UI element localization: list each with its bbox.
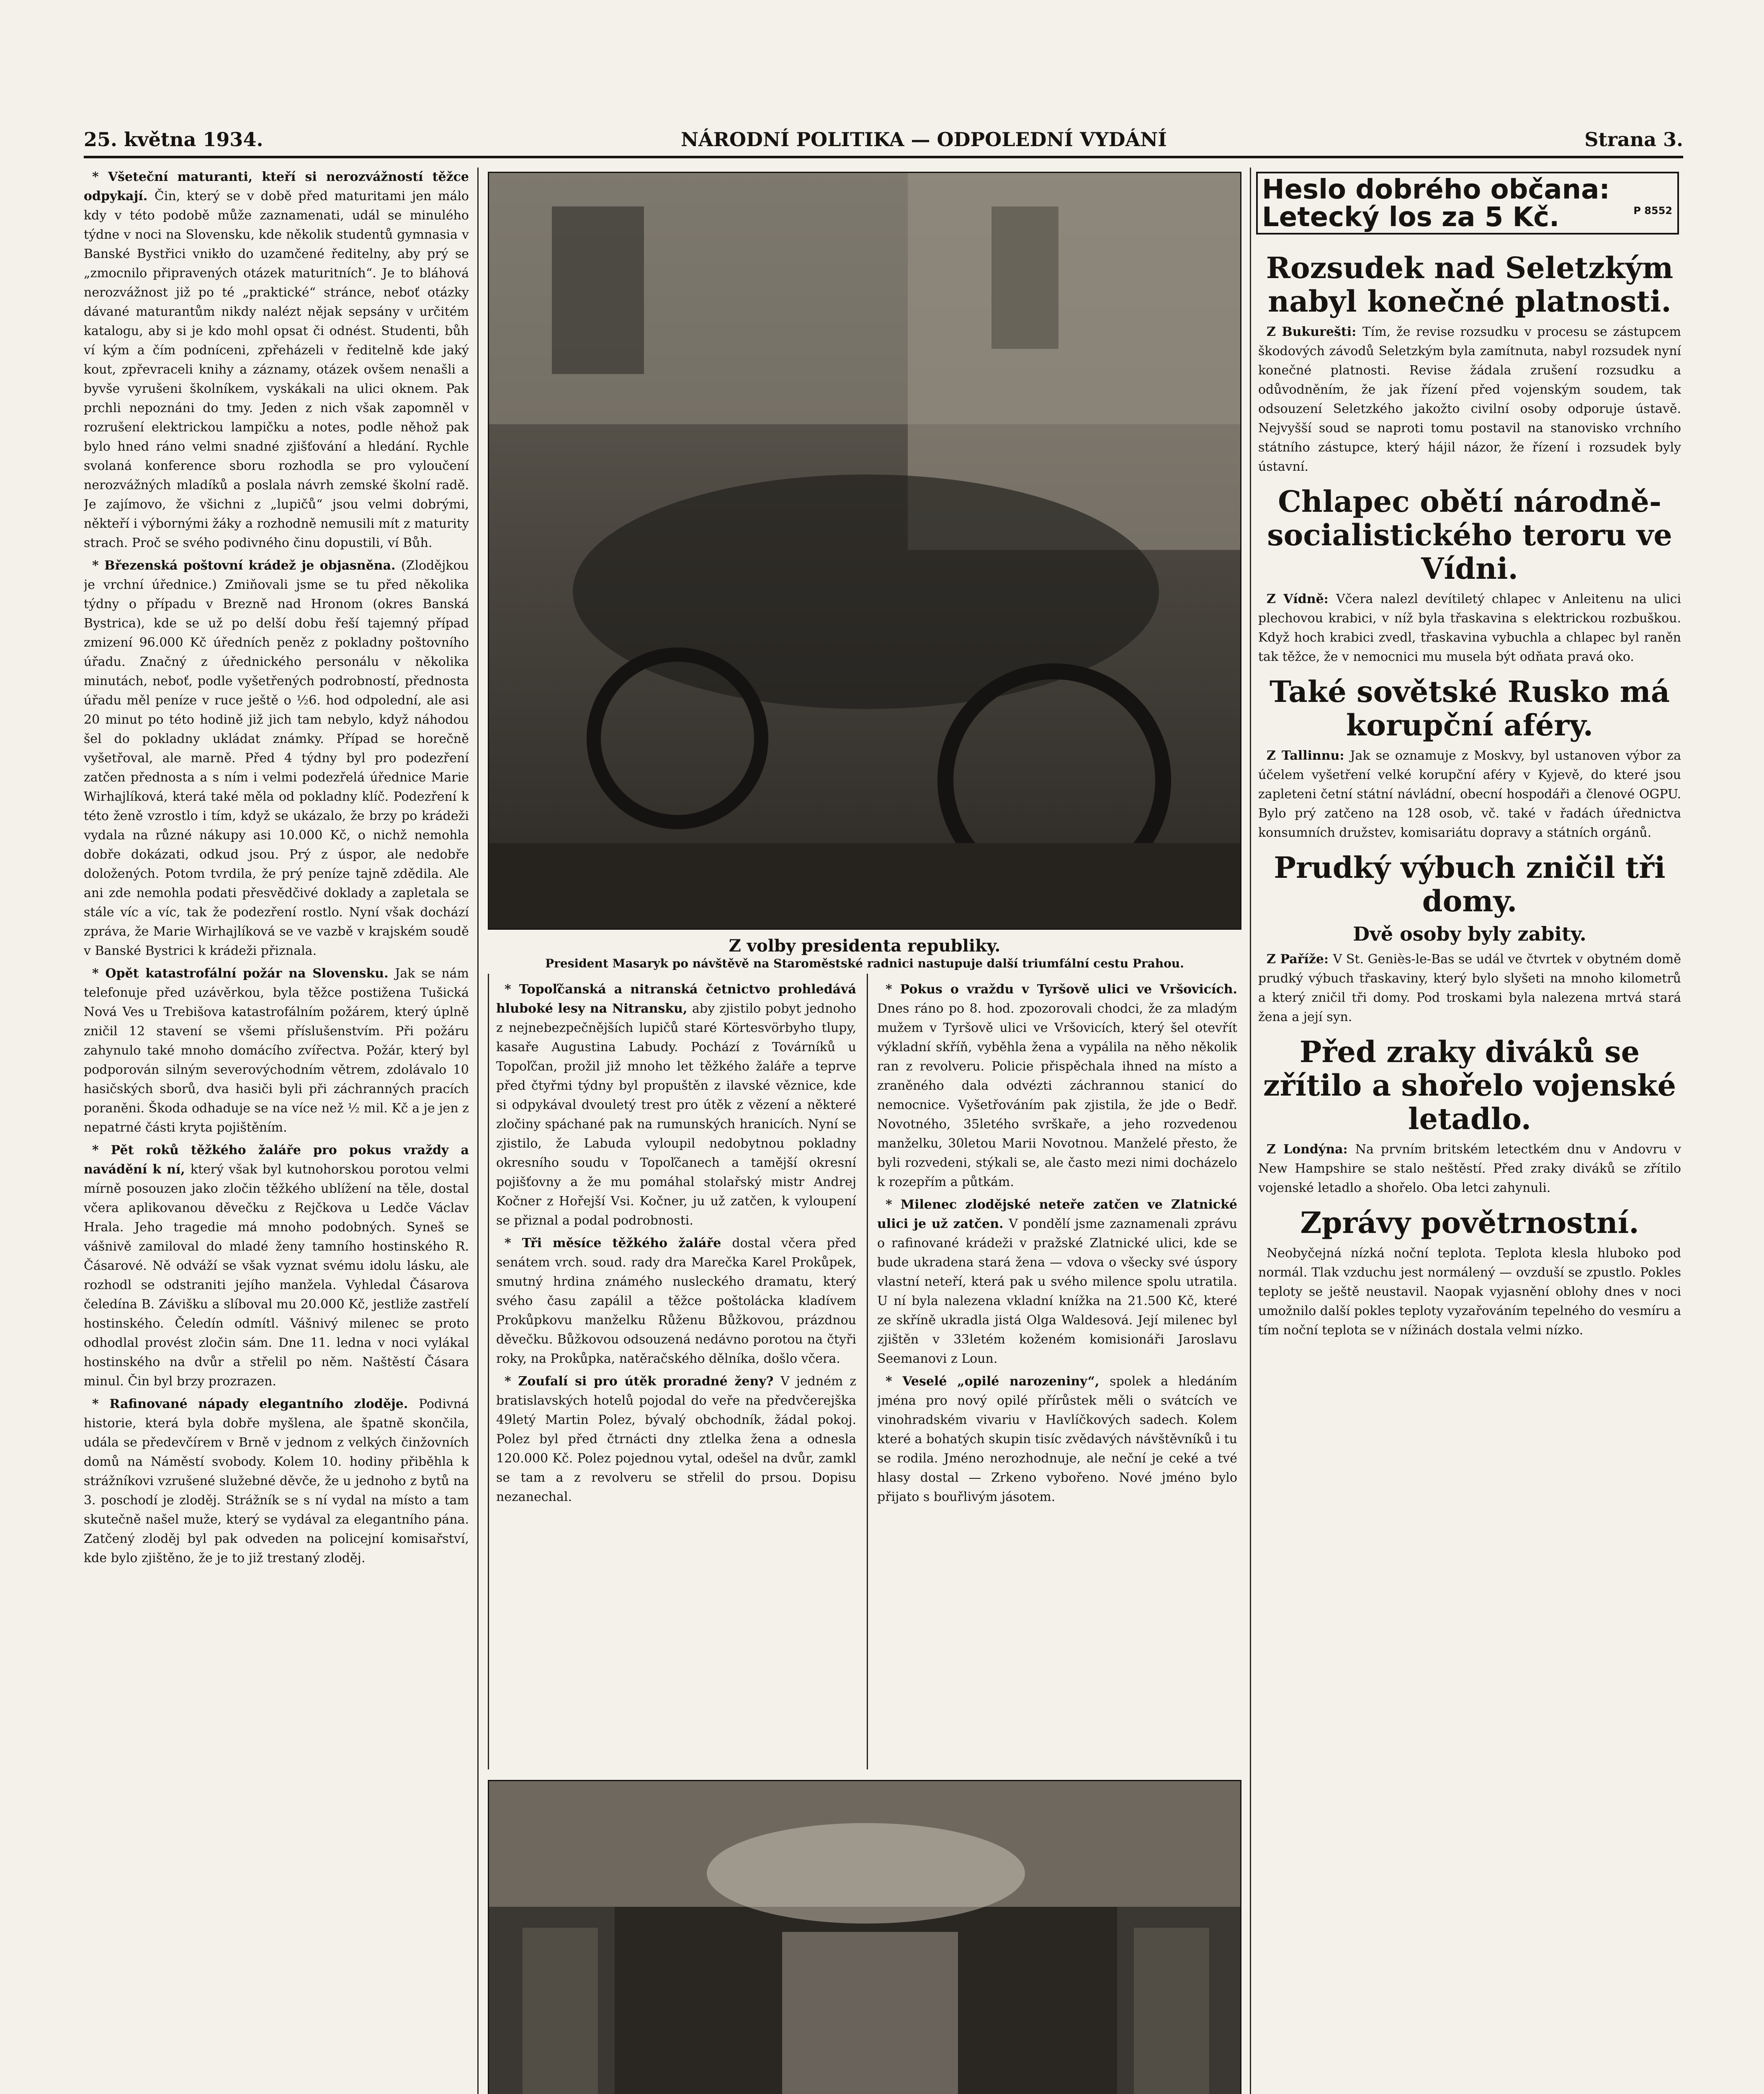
article-subhead: Dvě osoby byly zabity. bbox=[1353, 923, 1586, 945]
article-lead: Z Tallinnu: bbox=[1267, 748, 1350, 763]
article-text: V jedném z bratislavských hotelů pojodal do veře na předvčerejška 49letý Martin Polez, bývalý obchodník, žádal pokoj. Polez byl před čtrnácti dny ztlelka žena a odnesla 120.000 Kč. Polez pojednou vytal, odešel na dvůr, zamkl se tam a z revolveru se střelil do prsou. Dopisu nezanechal. bbox=[496, 1374, 856, 1504]
article-text: Na prvním britském letectkém dnu v Andovru v New Hampshire se stalo neštěstí. Před zraky diváků se zřítilo vojenské letadlo a shořelo. Oba letci zahynuli. bbox=[1258, 1142, 1681, 1195]
issue-date: 25. května 1934. bbox=[84, 128, 263, 151]
article-text: Neobyčejná nízká noční teplota. Teplota klesla hluboko pod normál. Tlak vzduchu jest normálený — ovzduší se zpustlo. Pokles teploty se ještě neustavil. Naopak vyjasnění oblohy dnes v noci umožnilo další pokles teploty vyzařováním tepelného do vesmíru a tím noční teplota se v nížinách dostala velmi nízko. bbox=[1258, 1246, 1681, 1338]
article-headline: Před zraky diváků se zřítilo a shořelo vojenské letadlo. bbox=[1263, 1034, 1676, 1136]
article-paragraph bbox=[496, 1372, 856, 1507]
column-4 bbox=[1258, 243, 1681, 2094]
article-lead: * Opět katastrofální požár na Slovensku. bbox=[92, 966, 395, 981]
article-lead: * Pokus o vraždu v Tyršově ulici ve Vršovicích. bbox=[886, 982, 1237, 997]
photo-1-subtitle: President Masaryk po návštěvě na Staroměstské radnici nastupuje další triumfální cestu Prahou. bbox=[545, 957, 1184, 970]
page-header bbox=[84, 126, 1683, 151]
header-rule bbox=[84, 156, 1683, 158]
column-divider bbox=[867, 974, 868, 1769]
article-paragraph bbox=[1258, 590, 1681, 667]
photo-illustration bbox=[489, 173, 1241, 930]
article-lead: * Veselé „opilé narozeniny“, bbox=[886, 1374, 1110, 1389]
article-text: Tím, že revise rozsudku v procesu se zástupcem škodových závodů Seletzkým byla zamítnuta, nabyl rozsudek nyní konečné platnosti. Revise žádala zrušení rozsudku a odůvodněním, že jak řízení před vojenským soudem, tak odsouzení Seletzkého jakožto civilní osoby odporuje ústavě. Nejvyšší soud se naproti tomu postavil na stanovisko vrchního státního zástupce, který hájil názor, že řízení i rozsudek byly ústavní. bbox=[1258, 325, 1681, 474]
lottery-ad bbox=[1256, 172, 1679, 235]
article-lead: * Rafinované nápady elegantního zloděje. bbox=[92, 1397, 419, 1411]
article-text: Jak se oznamuje z Moskvy, byl ustanoven výbor za účelem vyšetření velké korupční aféry v Kyjevě, do které jsou zapleteni četní státní návládní, obecní hospodáři a členové OGPU. Bylo prý zatčeno na 128 osob, vč. také v řadách úřednictva konsumních družstev, komisariátu dopravy a státních orgánů. bbox=[1258, 748, 1681, 840]
article-paragraph bbox=[84, 1141, 469, 1391]
article-headline: Chlapec obětí národně-socialistického teroru ve Vídni. bbox=[1267, 484, 1672, 586]
column-3 bbox=[877, 980, 1237, 1767]
article-paragraph bbox=[877, 1372, 1237, 1507]
article-paragraph bbox=[84, 168, 469, 553]
article-text: Podivná historie, která byla dobře myšlena, ale špatně skončila, udála se předevčírem v Brně v jednom z velkých činžovních domů na Náměstí svobody. Kolem 10. hodiny přiběhla k strážníkovi vzrušené služebné děvče, že u jednoho z bytů na 3. poschodí je zloděj. Strážník se s ní vydal na místo a tam skutečně našel muže, který se vydával za elegantního pána. Zatčený zloděj byl pak odveden na policejní komisařství, kde bylo zjištěno, že je to již trestaný zloděj. bbox=[84, 1397, 469, 1565]
ad-code: P 8552 bbox=[1633, 205, 1672, 217]
article-text: (Zlodějkou je vrchní úřednice.) Zmiňovali jsme se tu před několika týdny o případu v Brezně nad Hronom (okres Banská Bystrica), kde se už po delší dobu řeší tajemný případ zmizení 96.000 Kč úředních peněz z pokladny poštovního úřadu. Značný z úřednického personálu v několika minutách, neboť, podle vyšetřených podrobností, přednosta úřadu měl peníze v ruce ještě o ½6. hod odpolední, ale asi 20 minut po této hodině již jich tam nebylo, když náhodou šel do pokladny ukládat známky. Případ se horečně vyšetřoval, ale marně. Před 4 týdny byl pro podezření zatčen přednosta a s ním i velmi podezřelá úřednice Marie Wirhajlíková, která také měla od pokladny klíč. Podezření k této ženě vzrostlo i tím, když se ukázalo, že brzy po krádeži vydala na různé nákupy asi 10.000 Kč, o nichž nemohla dobře dokázati, odkud jsou. Prý z úspor, ale nedobře doložených. Potom tvrdila, že prý peníze tajně zdědila. Ale ani zde nemohla podati přesvědčivé doklady a zapletala se stále víc a víc, tak že podezření rostlo. Nyní však dochází zpráva, že Marie Wirhajlíková se ve vazbě v krajském soudě v Banské Bystrici k krádeži přiznala. bbox=[84, 558, 469, 958]
article-headline: Prudký výbuch zničil tři domy. bbox=[1274, 850, 1666, 918]
article-text: Čin, který se v době před maturitami jen málo kdy v této podobě může zaznamenati, udál se minulého týdne v noci na Slovensku, kde několik studentů gymnasia v Banské Bystřici vnikło do uzamčené ředitelny, aby prý se „zmocnilo připravených otázek maturitních“. Je to bláhová nerozvážnost již po té „praktické“ stránce, neboť otázky dávané maturantům nikdy nalézt nějak sepsány v určitém katalogu, aby si je kdo mohl opsat či odnést. Studenti, bůh ví kým a čím podníceni, zpřeházeli v ředitelně kde jaký kout, zpřevraceli knihy a záznamy, otázek ovšem nenašli a byvše vyrušeni školníkem, vyskákali na ulici oknem. Pak prchli nepoznáni do tmy. Jeden z nich však zapomněl v rozrušení elektrickou lampičku a notes, podle něhož pak bylo hned ráno velmi snadné zjišťování a hledání. Rychle svolaná konference sboru rozhodla se pro vyloučení nerozvážných mladíků a poslala návrh zemské školní radě. Je zajímovo, že všichni z „lupičů“ jsou velmi dobrými, někteří i výbornými žáky a rozhodně nemusili mít z maturity strach. Proč se svého podivného činu dopustili, ví Bůh. bbox=[84, 189, 469, 550]
article-paragraph bbox=[496, 1234, 856, 1369]
photo-1-caption bbox=[488, 936, 1241, 971]
article-paragraph bbox=[1258, 322, 1681, 477]
article-lead: * Březenská poštovní krádež je objasněna. bbox=[92, 558, 401, 573]
ad-line-1: Heslo dobrého občana: bbox=[1262, 174, 1610, 205]
article-text: dostal včera před senátem vrch. soud. rady dra Marečka Karel Prokůpek, smutný hrdina známého nusleckého dramatu, který svého času zapálil a těžce poštolácka kladívem Prokůpkovu manželku Růženu Bůžkovou, prázdnou děvečku. Bůžkovou odsouzená nedávno porotou na čtyři roky, na Prokůpka, natěračského dělníka, došlo včera. bbox=[496, 1236, 856, 1366]
article-paragraph bbox=[877, 980, 1237, 1192]
article-lead: Z Londýna: bbox=[1267, 1142, 1355, 1157]
article-paragraph bbox=[1258, 1140, 1681, 1198]
ad-line-2: Letecký los za 5 Kč. bbox=[1262, 202, 1560, 233]
masthead: NÁRODNÍ POLITIKA — ODPOLEDNÍ VYDÁNÍ bbox=[680, 128, 1167, 151]
article-lead: * Topoľčanská a nitranská četnictvo prohledává hluboké lesy na Nitransku, bbox=[496, 982, 856, 1016]
photo-1-title: Z volby presidenta republiky. bbox=[729, 936, 1001, 956]
column-1 bbox=[84, 168, 469, 2094]
article-text: spolek a hledáním jména pro nový opilé přírůstek měli o svátcích ve vinohradském vivariu v Havlíčkových sadech. Kolem které a bohatých skupin tisíc zvědavých návštěvníků i tu se rodila. Jméno nerozhodnuje, ale neční je ceké a tvé hlasy dostal — Zrkeno vybořeno. Nové jméno bylo přijato s bouřlivým jásotem. bbox=[877, 1374, 1237, 1504]
article-headline: Zprávy povětrnostní. bbox=[1300, 1205, 1639, 1240]
article-paragraph bbox=[84, 964, 469, 1137]
column-divider bbox=[488, 974, 489, 1769]
article-paragraph bbox=[496, 980, 856, 1230]
article-text: Jak se nám telefonuje před uzávěrkou, byla těžce postižena Tušická Nová Ves u Trebišova katastrofálním požárem, který úplně zničil 12 stavení se všemi příslušenstvím. Při požáru zahynulo také mnoho domácího zvířectva. Požár, který byl podporován silným severovýchodním větrem, zdolávalo 10 hasičských sborů, dva hasiči byli při záchranných pracích poraněni. Škoda odhaduje se na více než ½ mil. Kč a je jen z nepatrné části kryta pojištěním. bbox=[84, 966, 469, 1135]
column-2 bbox=[496, 980, 856, 1767]
article-text: V St. Geniès-le-Bas se udál ve čtvrtek v obytném domě prudký výbuch třaskaviny, který bylo slyšeti na mnoho kilometrů a který zničil tři domy. Pod troskami byla nalezena mrtvá stará žena a její syn. bbox=[1258, 952, 1681, 1024]
article-lead: * Všeteční maturanti, kteří si nerozvážností těžce odpykají. bbox=[84, 170, 469, 204]
article-paragraph bbox=[877, 1195, 1237, 1369]
article-text: V pondělí jsme zaznamenali zprávu o rafinované krádeži v pražské Zlatnické ulici, kde se bude ukradena stará žena — vdova o všecky své úspory vlastní neteří, která pak u svého milence spolu utratila. U ní byla nalezena vkladní knížka na 21.500 Kč, které ze skříně ukradla jistá Olga Waldesová. Její milenec byl zjištěn v 33letém koženém komisionáři Jaroslavu Seemanovi z Loun. bbox=[877, 1217, 1237, 1366]
article-paragraph bbox=[84, 1395, 469, 1568]
article-headline: Rozsudek nad Seletzkým nabyl konečné platnosti. bbox=[1266, 250, 1674, 319]
article-paragraph bbox=[1258, 746, 1681, 843]
article-text: Včera nalezl devítiletý chlapec v Anleitenu na ulici plechovou krabici, v níž byla třaskavina s elektrickou rozbuškou. Když hoch krabici zvedl, třaskavina vybuchla a chlapec byl raněn tak těžce, že v nemocnici mu musela být odňata pravá oko. bbox=[1258, 592, 1681, 664]
article-text: který však byl kutnohorskou porotou velmi mírně posouzen jako zločin těžkého ublížení na těle, dostal včera aplikovanou děvečku z Rejčkova u Ledče Václav Hrala. Jeho tragedie má mnoho podobných. Syneš se vášnivě zamiloval do mladé ženy tamního hostinského R. Čásarové. Ně odváží se však vyznat svému idolu lásku, ale rozhodl se odstraniti jejího manžela. Vyhledal Čásarova čeledína B. Závišku a slíboval mu 20.000 Kč, jestliže zastřelí hostinského. Čeledín odmítl. Vášnivý milenec se proto odhodlal provést zločin sám. Dne 11. ledna v noci vylákal hostinského na dvůr a střelil po něm. Naštěstí Čásara minul. Čin byl brzy prozrazen. bbox=[84, 1162, 469, 1389]
article-lead: Z Bukurešti: bbox=[1267, 325, 1362, 339]
article-lead: Z Vídně: bbox=[1267, 592, 1336, 606]
photo-illustration bbox=[489, 1781, 1241, 2094]
page-number: Strana 3. bbox=[1584, 128, 1683, 151]
article-lead: * Milenec zlodějské neteře zatčen ve Zlatnické ulici je už zatčen. bbox=[877, 1197, 1237, 1231]
article-lead: * Zoufalí si pro útěk proradné ženy? bbox=[505, 1374, 781, 1389]
photo-president-masaryk bbox=[488, 172, 1241, 930]
article-paragraph bbox=[1258, 950, 1681, 1027]
article-text: Dnes ráno po 8. hod. zpozorovali chodci, že za mladým mužem v Tyršově ulici ve Vršovicích, který šel otevřít výkladní skříň, vyběhla žena a vypálila na něho několik ran z revolveru. Policie přispěchala ihned na místo a zraněného dala odvézti záchrannou stanicí do nemocnice. Vyšetřováním pak zjistila, že jde o Bedř. Novotného, 35letého svrškaře, a jeho rozvedenou manželku, 30letou Marii Novotnou. Manželé přesto, že byli rozvedeni, stýkali se, ale často mezi nimi docházelo k rozepřím a půtkám. bbox=[877, 1001, 1237, 1189]
article-lead: * Tři měsíce těžkého žaláře bbox=[505, 1236, 732, 1251]
article-paragraph bbox=[84, 556, 469, 961]
article-headline: Také sovětské Rusko má korupční aféry. bbox=[1269, 674, 1670, 743]
article-paragraph bbox=[1258, 1244, 1681, 1340]
column-divider bbox=[477, 168, 479, 2094]
column-divider bbox=[1250, 168, 1251, 2094]
article-text: aby zjistilo pobyt jednoho z nejnebezpečnějších lupičů staré Körtesvörbyho tlupy, kasaře Augustina Labudy. Pochází z Továrníků u Topoľčan, prožil již mnoho let těžkého žaláře a teprve před čtyřmi týdny byl propuštěn z ilavské věznice, kde si odpykával dvouletý trest pro útěk z vězení a některé zločiny spáchané pak na rumunských hranicích. Nyní se zjistilo, že Labuda vyloupil nedobytnou pokladny okresního soudu v Topoľčanech a tamější okresní pojišťovny a že mu pomáhal stolařský mistr Andrej Kočner z Hořejší Vsi. Kočner, ju už zatčen, k vyloupení se přiznal a podal podrobnosti. bbox=[496, 1001, 856, 1228]
photo-audience-hall bbox=[488, 1780, 1241, 2094]
article-lead: * Pět roků těžkého žaláře pro pokus vraždy a navádění k ní, bbox=[84, 1143, 469, 1177]
article-lead: Z Paříže: bbox=[1267, 952, 1333, 967]
